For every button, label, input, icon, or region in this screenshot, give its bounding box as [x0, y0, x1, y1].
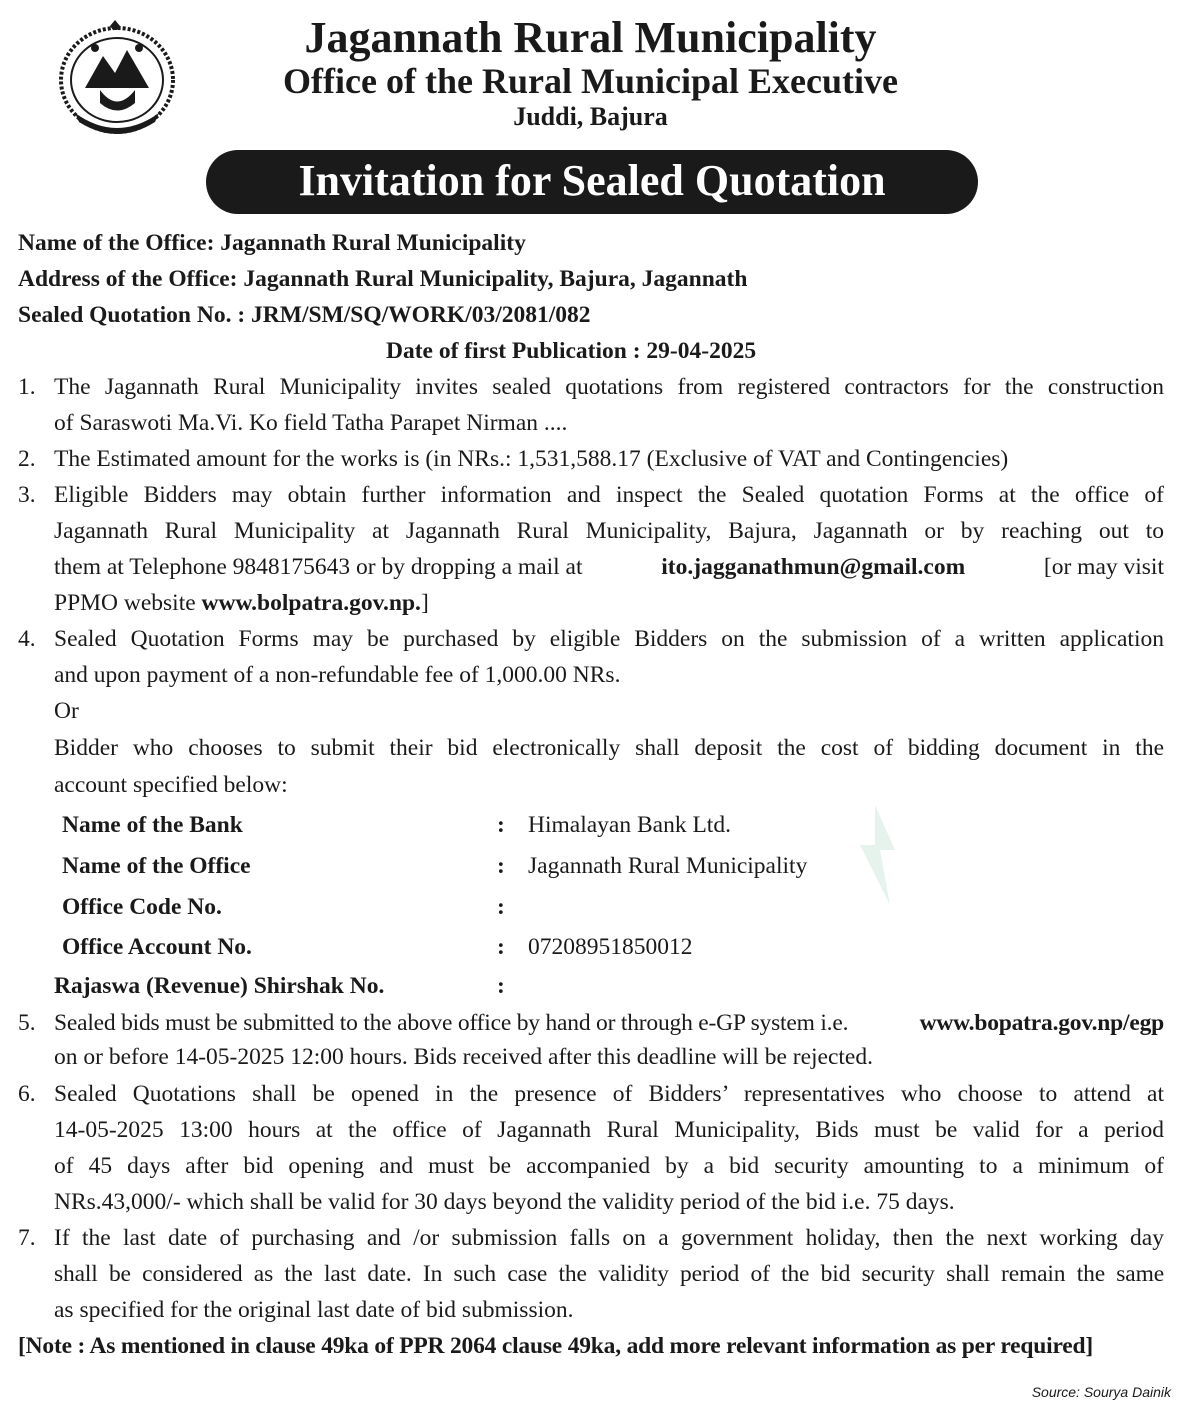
bank-colon: : — [497, 973, 505, 999]
office-name-line: Name of the Office: Jagannath Rural Municipality — [18, 230, 526, 256]
clause-5-text: Sealed bids must be submitted to the above office by hand or through e-GP system i.e. — [54, 1010, 849, 1036]
clause-7-line-1: If the last date of purchasing and /or submission falls on a government holiday, then the next working day — [54, 1225, 1164, 1251]
clause-4-line-2: and upon payment of a non-refundable fee of 1,000.00 NRs. — [54, 662, 621, 688]
quotation-number-line: Sealed Quotation No. : JRM/SM/SQ/WORK/03/2081/082 — [18, 302, 591, 328]
office-address-line: Address of the Office: Jagannath Rural Municipality, Bajura, Jagannath — [18, 266, 748, 292]
clause-6-line-2: 14-05-2025 13:00 hours at the office of Jagannath Rural Municipality, Bids must be valid for a period — [54, 1117, 1164, 1143]
bank-label: Name of the Bank — [62, 812, 243, 838]
clause-1-line-1: The Jagannath Rural Municipality invites sealed quotations from registered contractors for the construction — [54, 374, 1164, 400]
bank-colon: : — [497, 853, 505, 879]
publication-date-line: Date of first Publication : 29-04-2025 — [386, 338, 757, 364]
clause-number: 2. — [18, 446, 36, 472]
municipality-title: Jagannath Rural Municipality — [304, 13, 877, 62]
bank-colon: : — [497, 812, 505, 838]
clause-6-line-3: of 45 days after bid opening and must be accompanied by a bid security amounting to a minimum of — [54, 1153, 1164, 1179]
clause-3-phone-text: them at Telephone 9848175643 or by dropping a mail at — [54, 554, 583, 580]
clause-6-line-1: Sealed Quotations shall be opened in the presence of Bidders’ representatives who choose to attend at — [54, 1081, 1164, 1107]
note-line: [Note : As mentioned in clause 49ka of PPR 2064 clause 49ka, add more relevant information as per required] — [18, 1333, 1094, 1359]
egp-link[interactable]: www.bopatra.gov.np/egp — [919, 1010, 1164, 1036]
account-value: 07208951850012 — [528, 934, 693, 960]
clause-4-line-4: account specified below: — [54, 772, 288, 798]
bank-colon: : — [497, 934, 505, 960]
clause-7-line-2: shall be considered as the last date. In such case the validity period of the bid security shall remain the same — [54, 1261, 1164, 1287]
notice-banner: Invitation for Sealed Quotation — [206, 150, 978, 214]
bracket-close: ] — [420, 590, 429, 616]
clause-1-line-2: of Saraswoti Ma.Vi. Ko field Tatha Parapet Nirman .... — [54, 410, 568, 436]
source-credit: Source: Sourya Dainik — [1031, 1384, 1171, 1400]
clause-3-line-4 — [54, 590, 429, 617]
email-link[interactable]: ito.jagganathmun@gmail.com — [661, 554, 966, 580]
clause-number: 6. — [18, 1081, 36, 1107]
office-label: Name of the Office — [62, 853, 251, 879]
clause-5-line-1 — [54, 1010, 1164, 1037]
clause-4-or: Or — [54, 698, 79, 724]
bolpatra-link[interactable]: www.bolpatra.gov.np. — [201, 590, 421, 616]
clause-3-visit-text: [or may visit — [1043, 554, 1164, 580]
ppmo-text: PPMO website — [54, 590, 196, 616]
clause-6-line-4: NRs.43,000/- which shall be valid for 30 days beyond the validity period of the bid i.e. 75 days. — [54, 1189, 955, 1215]
clause-number: 4. — [18, 626, 36, 652]
clause-3-line-1: Eligible Bidders may obtain further information and inspect the Sealed quotation Forms at the office of — [54, 482, 1164, 508]
clause-4-line-1: Sealed Quotation Forms may be purchased by eligible Bidders on the submission of a written application — [54, 626, 1164, 652]
office-value: Jagannath Rural Municipality — [528, 853, 808, 879]
clause-4-line-3: Bidder who chooses to submit their bid electronically shall deposit the cost of bidding document in the — [54, 735, 1164, 761]
clause-number: 5. — [18, 1010, 36, 1036]
watermark-logo — [820, 800, 930, 910]
office-subtitle: Office of the Rural Municipal Executive — [283, 61, 898, 101]
clause-3-line-3 — [54, 554, 1164, 581]
clause-number: 1. — [18, 374, 36, 400]
location: Juddi, Bajura — [513, 102, 668, 131]
clause-number: 7. — [18, 1225, 36, 1251]
clause-number: 3. — [18, 482, 36, 508]
bank-value: Himalayan Bank Ltd. — [528, 812, 731, 838]
clause-2-line-1: The Estimated amount for the works is (in NRs.: 1,531,588.17 (Exclusive of VAT and Contingencies) — [54, 446, 1009, 472]
bank-colon: : — [497, 894, 505, 920]
clause-5-line-2: on or before 14-05-2025 12:00 hours. Bids received after this deadline will be rejected. — [54, 1044, 873, 1070]
account-label: Office Account No. — [62, 934, 252, 960]
clause-3-line-2: Jagannath Rural Municipality at Jagannath Rural Municipality, Bajura, Jagannath or by reaching out to — [54, 518, 1164, 544]
clause-7-line-3: as specified for the original last date of bid submission. — [54, 1297, 574, 1323]
office-code-label: Office Code No. — [62, 894, 222, 920]
revenue-label: Rajaswa (Revenue) Shirshak No. — [54, 973, 385, 999]
